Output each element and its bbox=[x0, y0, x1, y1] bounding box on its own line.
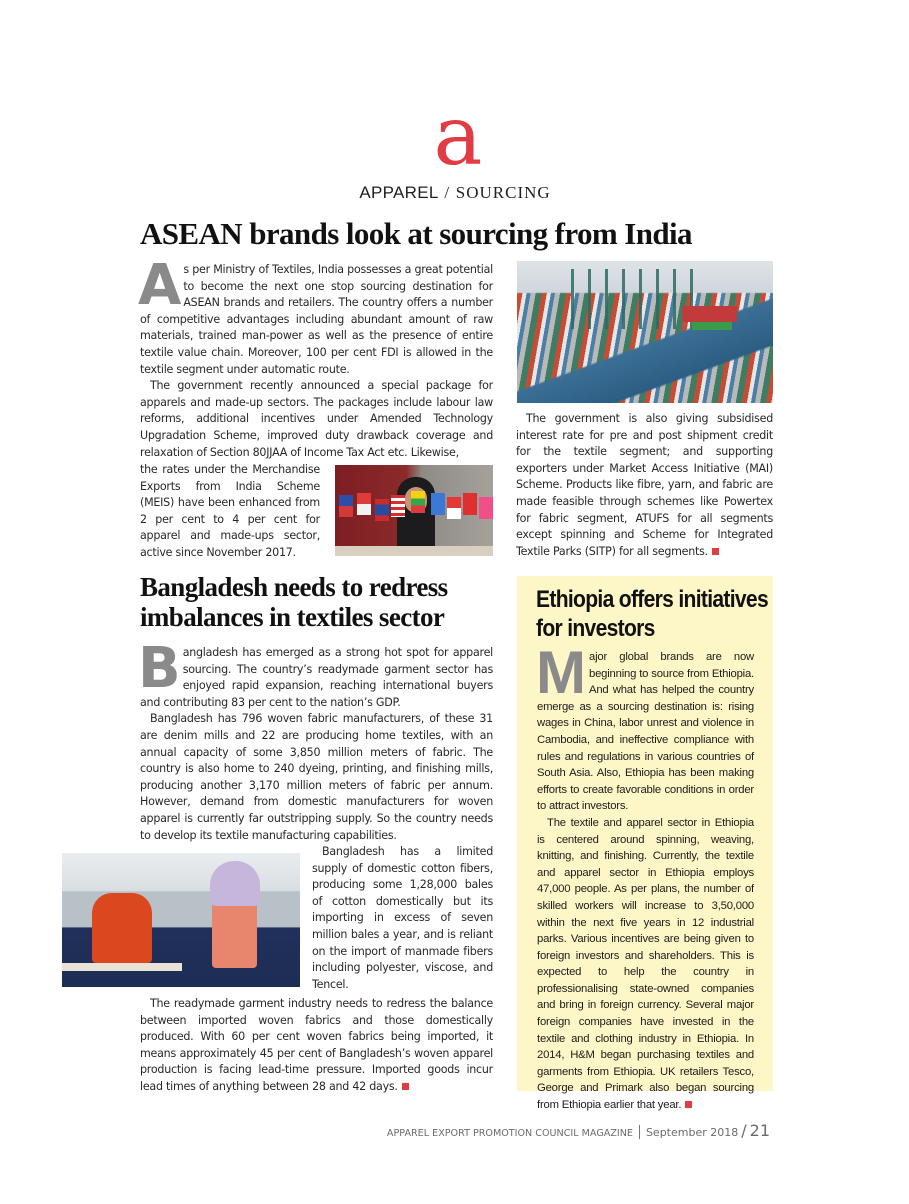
page-number: 21 bbox=[749, 1121, 770, 1140]
paragraph bbox=[140, 996, 493, 1096]
section-category: APPAREL bbox=[359, 183, 439, 202]
photo-ship bbox=[682, 306, 737, 322]
flag bbox=[447, 497, 461, 519]
paragraph-text: The government is also giving subsidised interest rate for pre and post shipment credit for the textile segment; and supporting exporters under Market Access Initiative (MAI) Scheme. Products like fibre, yarn, and fabric are made feasible through schemes like Powertex for fabric segment, ATUFS for all segments except spinning and Scheme for Integrated Textile Parks (SITP) for all segments. bbox=[516, 412, 773, 558]
flag bbox=[463, 493, 477, 515]
paragraph bbox=[138, 636, 493, 711]
footer-magazine-name: APPAREL EXPORT PROMOTION COUNCIL MAGAZINE bbox=[386, 1128, 633, 1139]
garment-factory-photo bbox=[62, 853, 300, 987]
footer-divider bbox=[639, 1125, 640, 1139]
paragraph-text: angladesh has emerged as a strong hot spot for apparel sourcing. The country’s readymade garment sector has enjoyed rapid expansion, reaching international buyers and contributing 83 per cent to the nation’s GDP. bbox=[140, 646, 493, 709]
sidebar-body bbox=[536, 639, 754, 1114]
photo-worker bbox=[92, 893, 152, 963]
flag bbox=[339, 495, 353, 517]
article-bangladesh-body-wrap bbox=[312, 844, 493, 993]
photo-table bbox=[335, 546, 493, 556]
end-mark-icon bbox=[685, 1101, 692, 1108]
dropcap: M bbox=[536, 639, 584, 706]
section-label bbox=[300, 183, 610, 203]
article-bangladesh-body-end bbox=[140, 996, 493, 1096]
paragraph-text: ajor global brands are now beginning to source from Ethiopia. And what has helped the country emerge as a sourcing destination is: rising wages in China, labor unrest and violence in Cambodia, and ineffective compliance with rules and regulations in various countries of South Asia. Also, Ethiopia has been making efforts to create favorable conditions in order to attract investors. bbox=[537, 651, 754, 813]
article-bangladesh-body bbox=[138, 636, 493, 844]
paragraph bbox=[536, 639, 754, 815]
photo-table bbox=[62, 963, 182, 971]
footer-slash: / bbox=[741, 1121, 747, 1140]
flag bbox=[431, 493, 445, 515]
flag bbox=[357, 493, 371, 515]
end-mark-icon bbox=[402, 1083, 409, 1090]
paragraph: Bangladesh has 796 woven fabric manufacturers, of these 31 are denim mills and 22 are producing home textiles, with an annual capacity of some 3,850 million meters of fabric. The country is also home to 240 dyeing, printing, and finishing mills, producing another 3,170 million meters of fabric per annum. However, demand from domestic manufacturers for woven apparel is currently far outstripping supply. So the country needs to develop its textile manufacturing capabilities. bbox=[140, 712, 493, 842]
article-asean-body bbox=[138, 253, 493, 461]
photo-ship-hull bbox=[692, 322, 732, 330]
paragraph: Bangladesh has a limited supply of domestic cotton fibers, producing some 1,28,000 bales of cotton domestically but its importing in excess of seven million bales a year, and is reliant on the import of manmade fibers including polyester, viscose, and Tencel. bbox=[312, 845, 493, 991]
paragraph-text: s per Ministry of Textiles, India possesses a great potential to become the next one stop sourcing destination for ASEAN brands and retailers. The country offers a number of competitive advantages including abundant amount of raw materials, trained man-power as well as the presence of entire textile value chain. Moreover, 100 per cent FDI is allowed in the textile segment under automatic route. bbox=[140, 263, 493, 376]
page-footer bbox=[300, 1121, 770, 1140]
magazine-logo: a bbox=[433, 89, 483, 184]
flag bbox=[375, 499, 389, 521]
article-asean-body-wrap bbox=[140, 462, 320, 562]
paragraph: The government recently announced a special package for apparels and made-up sectors. The packages include labour law reforms, additional incentives under Amended Technology Upgradation Scheme, improved duty drawback coverage and relaxation of Section 80JJAA of Income Tax Act etc. Likewise, bbox=[140, 379, 493, 459]
container-port-photo bbox=[517, 261, 773, 403]
flag bbox=[411, 491, 425, 513]
article-headline-bangladesh: Bangladesh needs to redress imbalances in textiles sector bbox=[140, 572, 448, 632]
paragraph bbox=[138, 253, 493, 378]
flag bbox=[391, 495, 405, 517]
sidebar-headline: Ethiopia offers initiatives for investors bbox=[536, 586, 768, 642]
dropcap: A bbox=[138, 253, 180, 318]
section-subcategory: SOURCING bbox=[455, 183, 551, 202]
paragraph bbox=[537, 815, 754, 1114]
paragraph-text: The readymade garment industry needs to redress the balance between imported woven fabrics and those domestically produced. With 60 per cent woven fabrics being imported, it means approximately 45 per cent of Bangladesh’s woven apparel production is facing lead-time pressure. Imported goods incur lead times of anything between 28 and 42 days. bbox=[140, 997, 493, 1093]
asean-flags-photo bbox=[335, 465, 493, 556]
end-mark-icon bbox=[712, 548, 719, 555]
paragraph bbox=[516, 411, 773, 560]
flag bbox=[479, 497, 493, 519]
dropcap: B bbox=[138, 636, 179, 701]
photo-headscarf bbox=[210, 861, 260, 906]
article-asean-body-right bbox=[516, 411, 773, 560]
article-headline-asean: ASEAN brands look at sourcing from India bbox=[140, 216, 692, 251]
footer-issue-date: September 2018 bbox=[645, 1126, 739, 1139]
paragraph-text: The textile and apparel sector in Ethiopia is centered around spinning, weaving, knitting, and finishing. Currently, the textile and apparel sector in Ethiopia employs 47,000 people. As per plans, the number of skilled workers will increase to 3,50,000 within the next five years in 12 industrial parks. Various incentives are being given to foreign investors and shareholders. This is expected to help the country in professionalising state-owned companies and bring in foreign currency. Several major foreign companies have invested in the textile and clothing industry in Ethiopia. In 2014, H&M began purchasing textiles and garments from Ethiopia. UK retailers Tesco, George and Primark also began sourcing from Ethiopia earlier that year. bbox=[537, 816, 754, 1112]
paragraph: the rates under the Merchandise Exports from India Scheme (MEIS) have been enhanced from 2 per cent to 4 per cent for apparel and made-ups sector, active since November 2017. bbox=[140, 463, 320, 559]
section-separator: / bbox=[444, 183, 451, 202]
